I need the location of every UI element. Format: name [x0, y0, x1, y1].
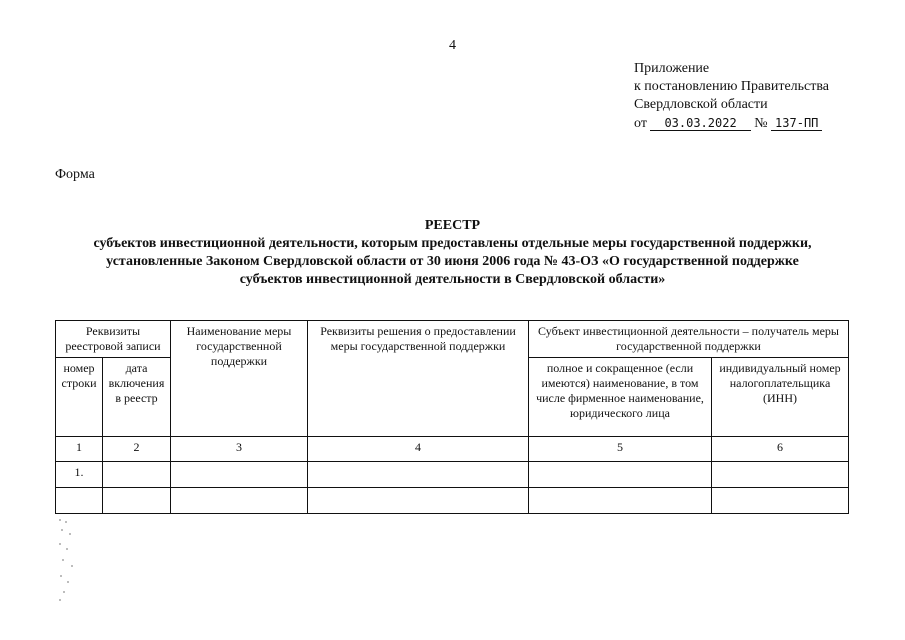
registry-table — [55, 320, 849, 514]
title-line-1: субъектов инвестиционной деятельности, которым предоставлены отдельные меры государственной поддержки, — [93, 236, 812, 251]
table-row — [56, 488, 849, 514]
registry-title — [20, 217, 885, 289]
from-label: от — [634, 116, 647, 131]
appendix-line-1: Приложение — [634, 61, 710, 76]
title-line-3: субъектов инвестиционной деятельности в Свердловской области» — [239, 272, 666, 287]
column-number: 5 — [529, 437, 712, 462]
resolution-date: 03.03.2022 — [650, 116, 750, 131]
table-cell — [308, 488, 529, 514]
table-cell — [103, 488, 171, 514]
appendix-date-line — [634, 114, 829, 133]
column-number: 4 — [308, 437, 529, 462]
number-sign: № — [754, 116, 768, 131]
table-cell — [529, 462, 712, 488]
header-registry-details: Реквизиты реестровой записи — [56, 321, 171, 358]
table-cell: 1. — [56, 462, 103, 488]
header-inn: индивидуальный номер налогоплательщика (ИНН) — [712, 358, 849, 437]
page-number: 4 — [449, 38, 456, 53]
title-line-2: установленные Законом Свердловской области от 30 июня 2006 года № 43-ОЗ «О государственной поддержке — [106, 254, 799, 269]
column-number: 3 — [171, 437, 308, 462]
header-support-name: Наименование меры государственной поддержки — [171, 321, 308, 437]
table-cell — [171, 488, 308, 514]
resolution-number: 137-ПП — [771, 116, 822, 131]
table-cell — [56, 488, 103, 514]
table-cell — [171, 462, 308, 488]
appendix-line-3: Свердловской области — [634, 97, 768, 112]
table-cell — [529, 488, 712, 514]
scan-noise-marks — [57, 515, 87, 605]
form-label: Форма — [55, 167, 95, 182]
table-cell — [712, 462, 849, 488]
table-cell — [308, 462, 529, 488]
column-number: 6 — [712, 437, 849, 462]
header-decision-details: Реквизиты решения о предоставлении меры государственной поддержки — [308, 321, 529, 437]
header-full-name: полное и сокращенное (если имеются) наименование, в том числе фирменное наименование, юридического лица — [529, 358, 712, 437]
title-heading: РЕЕСТР — [424, 218, 481, 233]
header-row-1 — [56, 321, 849, 358]
appendix-line-2: к постановлению Правительства — [634, 79, 830, 94]
table-cell — [712, 488, 849, 514]
header-row-number: номер строки — [56, 358, 103, 437]
table-row — [56, 462, 849, 488]
header-subject: Субъект инвестиционной деятельности – получатель меры государственной поддержки — [529, 321, 849, 358]
column-number: 2 — [103, 437, 171, 462]
column-numbers-row — [56, 437, 849, 462]
table-cell — [103, 462, 171, 488]
header-inclusion-date: дата включения в реестр — [103, 358, 171, 437]
column-number: 1 — [56, 437, 103, 462]
appendix-block — [634, 60, 829, 133]
